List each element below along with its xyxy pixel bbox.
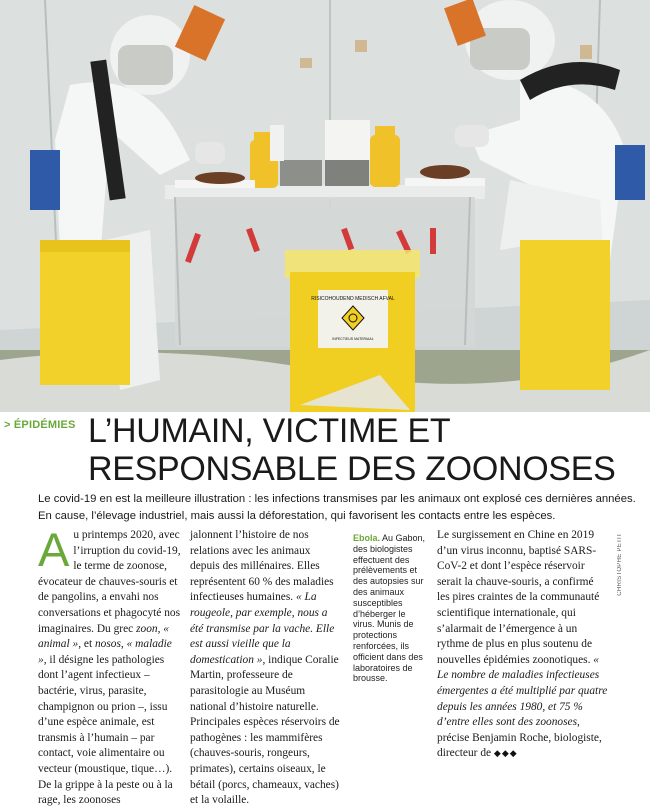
- container-label: RISICOHOUDEND MEDISCH AFVAL: [311, 296, 395, 302]
- body-text: , il désigne les pathologies dont l’agent infectieux – bactérie, virus, parasite, champignon ou prion –, issu d’une espèce animale, est transmis à l’humain – par contact, voie alimentaire ou vecteur (moustique, tique…). De la grippe à la peste ou à la rage, les zoonoses: [38, 653, 173, 807]
- caption-title: Ebola.: [353, 533, 381, 543]
- dropcap: A: [38, 523, 70, 576]
- body-text: , indique Coralie Martin, professeure de parasitologie au Muséum national d’histoire naturelle. Principales espèces réservoirs de pathogènes : les mammifères (chauves-souris, rongeurs, primates), certains oiseaux, le bétail (porcs, chameaux, vaches) et la volaille.: [190, 653, 340, 807]
- headline-line-1: L’HUMAIN, VICTIME ET: [88, 412, 451, 450]
- standfirst: Le covid-19 en est la meilleure illustration : les infections transmises par les animaux ont explosé ces dernières années. En cause, l’élevage industriel, mais aussi la déforestation, qui favorisent les contacts entre les espèces.: [38, 493, 636, 522]
- body-text: jalonnent l’histoire de nos relations avec les animaux depuis des millénaires. Elles représentent 60 % des maladies infectieuses humaines.: [190, 529, 334, 604]
- container-label-2: INFECTIEUS MATERIAAL: [332, 337, 374, 341]
- headline-line-2: RESPONSABLE DES ZOONOSES: [88, 450, 616, 488]
- continue-mark-icon: ◆◆◆: [493, 748, 518, 759]
- headline: [88, 412, 648, 488]
- quote: « La rougeole, par exemple, nous a été transmise par la vache. Elle est aussi vieille que la domestication »: [190, 591, 335, 666]
- body-text: u printemps 2020, avec l’irruption du covid-19, le terme de zoonose, évocateur de chauves-souris et de pangolins, a envahi nos conversations et phagocyté nos imaginaires. Du grec: [38, 529, 181, 635]
- paragraph: [38, 523, 183, 809]
- column-4: [437, 528, 609, 762]
- quote: « Le nombre de maladies infectieuses émergentes a été multiplié par quatre depuis les années 1980, et 75 % d’entre elles sont des zoonoses: [437, 653, 608, 729]
- body-text: Le surgissement en Chine en 2019 d’un virus inconnu, baptisé SARS-CoV-2 et dont l’espèce réservoir serait la chauve-souris, a confirmé les pires craintes de la communauté scientifique internationale, qui s’alarmait de l’émergence à un rythme de plus en plus soutenu de nouvelles épidémies zoonotiques.: [437, 529, 600, 666]
- photo-caption: [353, 533, 426, 684]
- body-text-italic: « maladie »: [38, 638, 172, 666]
- body-text: ,: [157, 622, 164, 635]
- body-text: ,: [120, 638, 127, 651]
- photo-credit: CHRISTOPHE PETIT: [617, 533, 623, 596]
- body-text: , précise Benjamin Roche, biologiste, directeur de: [437, 716, 602, 760]
- paragraph: [437, 528, 609, 762]
- body-text: , et: [78, 638, 95, 651]
- paragraph: [190, 528, 343, 809]
- column-2: [190, 528, 343, 809]
- caption-text: Au Gabon, des biologistes effectuent des prélèvements et des autopsies sur des animaux susceptibles d’héberger le virus. Munis de protections renforcées, ils officient dans des laboratoires de brousse.: [353, 533, 426, 684]
- body-text-italic: zoon: [136, 622, 158, 635]
- column-1: [38, 523, 183, 809]
- body-text-italic: « animal »: [38, 622, 169, 651]
- section-tag: > ÉPIDÉMIES: [4, 419, 76, 431]
- body-text-italic: nosos: [94, 638, 121, 651]
